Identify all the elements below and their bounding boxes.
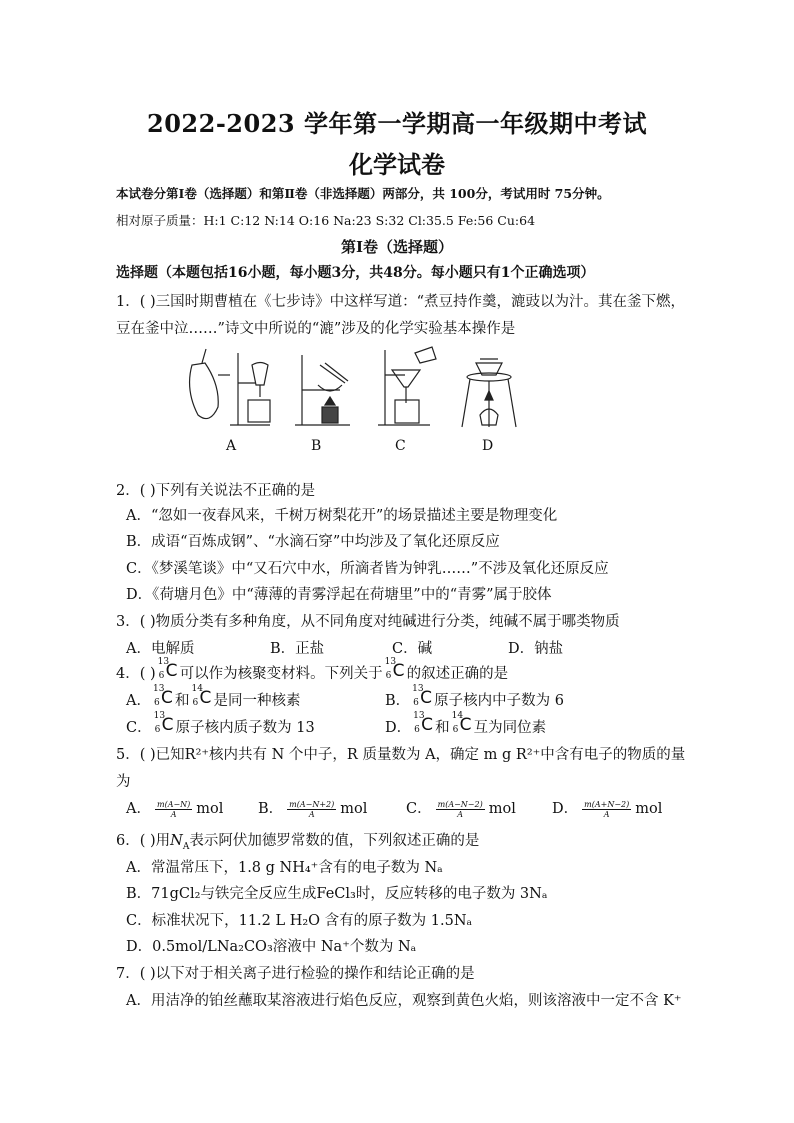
q2-option-a: A．“忽如一夜春风来，千树万树梨花开”的场景描述主要是物理变化 [126, 508, 558, 524]
q2-option-c: C．《梦溪笔谈》中“又石穴中水，所滴者皆为钟乳……”不涉及氧化还原反应 [126, 561, 609, 577]
q7-stem: 7．( )以下对于相关离子进行检验的操作和结论正确的是 [116, 966, 475, 982]
carbon-13-symbol: 13 6 C [152, 684, 173, 708]
q4-option-c: C． 13 6 C 原子核内质子数为 13 [126, 711, 315, 736]
q5-line2: 为 [116, 774, 131, 790]
q2-option-d: D．《荷塘月色》中“薄薄的青雾浮起在荷塘里”中的“青雾”属于胶体 [126, 587, 552, 603]
carbon-13-symbol: 13 6 C [412, 684, 433, 708]
apparatus-label-b: B [311, 438, 322, 454]
q1-line2: 豆在釜中泣……”诗文中所说的“漉”涉及的化学实验基本操作是 [116, 321, 516, 337]
apparatus-d-figure [462, 359, 516, 427]
q4-option-b: B． 13 6 C 原子核内中子数为 6 [385, 684, 564, 709]
q3-option-d: D．钠盐 [508, 641, 564, 657]
q5-option-b: B． $\frac{m(A-N+2)}{A}$ mol [258, 799, 368, 819]
q6-option-c: C．标准状况下，11.2 L H₂O 含有的原子数为 1.5Nₐ [126, 913, 473, 929]
section-title: 第Ⅰ卷（选择题） [340, 238, 454, 256]
q6-option-a: A．常温常压下，1.8 g NH₄⁺含有的电子数为 Nₐ [126, 860, 443, 876]
q2-stem: 2．( )下列有关说法不正确的是 [116, 483, 316, 499]
carbon-14-symbol: 14 6 C [451, 711, 472, 735]
apparatus-a-figure [190, 349, 270, 425]
carbon-14-symbol: 14 6 C [191, 684, 212, 708]
apparatus-label-a: A [226, 438, 237, 454]
q5-option-a: A． $\frac{m(A-N)}{A}$ mol [126, 799, 224, 819]
carbon-13-symbol: 13 6 C [384, 657, 405, 681]
q4-option-a: A． 13 6 C 和 14 6 C 是同一种核素 [126, 684, 301, 709]
apparatus-b-figure [295, 355, 350, 425]
q5-line1: 5．( )已知R²⁺核内共有 N 个中子，R 质量数为 A，确定 m g R²⁺中含有电子的物质的量 [116, 747, 686, 763]
section-instruction: 选择题（本题包括16小题，每小题3分，共48分。每小题只有1个正确选项） [116, 265, 595, 281]
q3-stem: 3．( )物质分类有多种角度，从不同角度对纯碱进行分类，纯碱不属于哪类物质 [116, 614, 620, 630]
q3-option-a: A．电解质 [126, 641, 195, 657]
subject-title: 化学试卷 [349, 150, 445, 179]
exam-title: 2022-2023 学年第一学期高一年级期中考试 [147, 109, 647, 138]
q4-number: 4．( ) [116, 666, 156, 682]
q5-option-c: C． $\frac{m(A-N-2)}{A}$ mol [406, 799, 516, 819]
q3-option-c: C．碱 [392, 641, 433, 657]
apparatus-c-figure [378, 347, 436, 425]
apparatus-figures [180, 345, 520, 435]
q7-option-a: A．用洁净的铂丝蘸取某溶液进行焰色反应，观察到黄色火焰，则该溶液中一定不含 K⁺ [126, 993, 682, 1009]
carbon-13-symbol: 13 6 C [157, 657, 178, 681]
q3-option-b: B．正盐 [270, 641, 325, 657]
q4-stem: 4．( ) 13 6 C 可以作为核聚变材料。下列关于 13 6 C 的叙述正确的是 [116, 657, 509, 682]
carbon-13-symbol: 13 6 C [153, 711, 174, 735]
q4-option-d: D． 13 6 C 和 14 6 C 互为同位素 [385, 711, 547, 736]
apparatus-label-c: C [395, 438, 406, 454]
q6-stem: 6．( )用$N_A$表示阿伏加德罗常数的值，下列叙述正确的是 [116, 833, 480, 852]
q6-option-d: D．0.5mol/LNa₂CO₃溶液中 Na⁺个数为 Nₐ [126, 939, 417, 955]
q6-option-b: B．71gCl₂与铁完全反应生成FeCl₃时，反应转移的电子数为 3Nₐ [126, 886, 548, 902]
exam-note: 本试卷分第Ⅰ卷（选择题）和第Ⅱ卷（非选择题）两部分，共 100分，考试用时 75分钟。 [116, 186, 610, 201]
q2-option-b: B．成语“百炼成钢”、“水滴石穿”中均涉及了氧化还原反应 [126, 534, 500, 550]
atomic-masses: 相对原子质量：H:1 C:12 N:14 O:16 Na:23 S:32 Cl:35.5 Fe:56 Cu:64 [116, 213, 536, 228]
q5-option-d: D． $\frac{m(A+N-2)}{A}$ mol [552, 799, 663, 819]
q1-line1: 1．( )三国时期曹植在《七步诗》中这样写道：“煮豆持作羹，漉豉以为汁。萁在釜下燃， [116, 294, 686, 310]
apparatus-label-d: D [482, 438, 494, 454]
carbon-13-symbol: 13 6 C [413, 711, 434, 735]
